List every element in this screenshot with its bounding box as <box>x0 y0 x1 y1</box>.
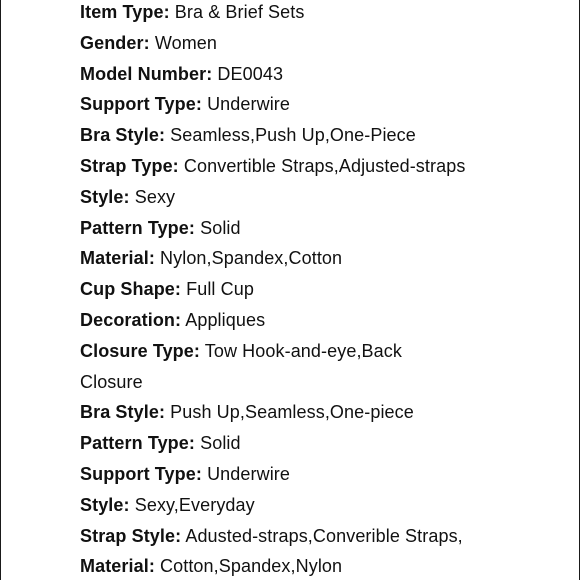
spec-material <box>80 243 560 274</box>
spec-label: Support Type: <box>80 94 202 115</box>
product-spec-list <box>80 0 560 580</box>
spec-label: Style: <box>80 186 130 207</box>
spec-value: Sexy <box>129 186 176 207</box>
spec-material-2 <box>80 551 560 580</box>
spec-closure-type-continued <box>80 367 560 398</box>
spec-label: Strap Style: <box>80 525 182 546</box>
spec-value: Cotton,Spandex,Nylon <box>154 556 343 577</box>
spec-value: Convertible Straps,Adjusted-straps <box>178 155 466 176</box>
spec-value: Underwire <box>201 463 290 484</box>
spec-value: Tow Hook-and-eye,Back <box>200 340 402 361</box>
spec-label: Model Number: <box>80 63 213 84</box>
spec-style <box>80 182 560 213</box>
spec-label: Gender: <box>80 32 150 53</box>
spec-label: Strap Type: <box>80 155 179 176</box>
spec-support-type <box>80 89 560 120</box>
spec-label: Bra Style: <box>80 402 166 423</box>
spec-value: Sexy,Everyday <box>129 494 255 515</box>
spec-value: Adusted-straps,Converible Straps, <box>181 525 463 546</box>
spec-pattern-type-2 <box>80 428 560 459</box>
spec-label: Bra Style: <box>80 125 166 146</box>
spec-value: Underwire <box>201 94 290 115</box>
spec-support-type-2 <box>80 459 560 490</box>
spec-gender <box>80 28 560 59</box>
spec-cup-shape <box>80 274 560 305</box>
spec-value: Nylon,Spandex,Cotton <box>154 248 343 269</box>
spec-label: Decoration: <box>80 309 182 330</box>
spec-style-2 <box>80 490 560 521</box>
spec-value: Solid <box>195 217 241 238</box>
spec-model-number <box>80 59 560 90</box>
spec-value: Full Cup <box>181 279 254 300</box>
spec-decoration <box>80 305 560 336</box>
spec-bra-style-2 <box>80 397 560 428</box>
spec-strap-style <box>80 521 560 552</box>
spec-value: Women <box>149 32 218 53</box>
spec-value: DE0043 <box>212 63 284 84</box>
spec-value: Solid <box>195 433 241 454</box>
spec-label: Pattern Type: <box>80 433 195 454</box>
spec-bra-style <box>80 120 560 151</box>
spec-label: Support Type: <box>80 463 202 484</box>
spec-value: Push Up,Seamless,One-piece <box>165 402 414 423</box>
spec-value: Bra & Brief Sets <box>169 2 305 22</box>
spec-label: Closure Type: <box>80 340 200 361</box>
spec-label: Item Type: <box>80 2 170 22</box>
spec-value: Appliques <box>181 309 266 330</box>
spec-pattern-type <box>80 213 560 244</box>
spec-label: Material: <box>80 248 155 269</box>
spec-label: Style: <box>80 494 130 515</box>
spec-label: Material: <box>80 556 155 577</box>
spec-value: Closure <box>80 371 143 392</box>
spec-strap-type <box>80 151 560 182</box>
left-border <box>0 0 1 580</box>
spec-label: Pattern Type: <box>80 217 195 238</box>
spec-value: Seamless,Push Up,One-Piece <box>165 125 416 146</box>
spec-label: Cup Shape: <box>80 279 182 300</box>
spec-item-type <box>80 0 560 28</box>
spec-closure-type <box>80 336 560 367</box>
